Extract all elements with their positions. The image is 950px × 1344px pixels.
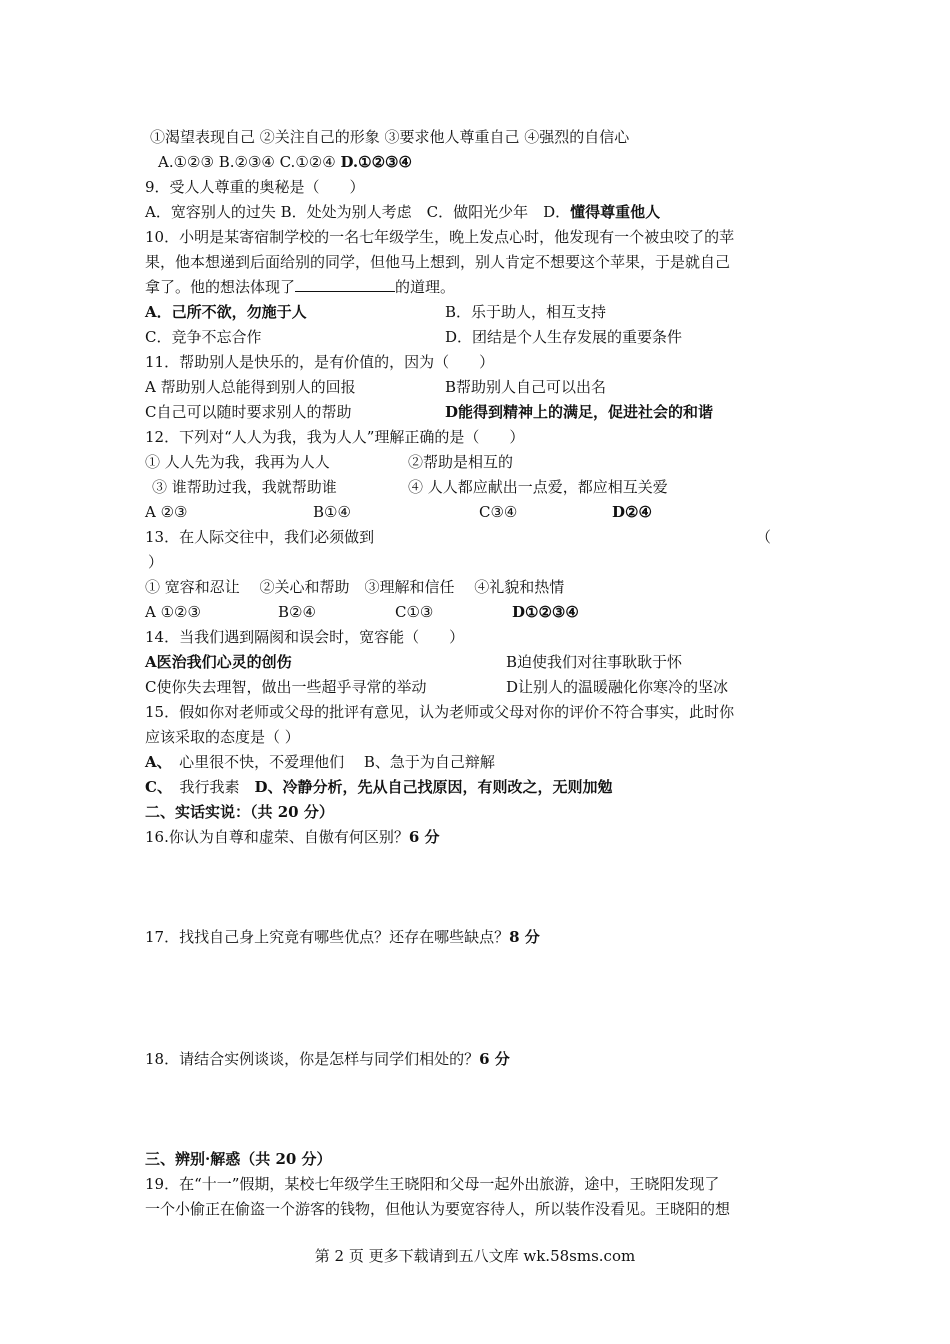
q18-score: 6 分 (479, 1050, 510, 1068)
q13-option-a: A ①②③ (145, 603, 201, 621)
q18-text: 18．请结合实例谈谈，你是怎样与同学们相处的？ (145, 1050, 480, 1068)
q15-line2: 应该采取的态度是（ ） (145, 728, 300, 746)
q19-line2: 一个小偷正在偷盗一个游客的钱物，但他认为要宽容待人，所以装作没看见。王晓阳的想 (145, 1200, 731, 1218)
q13-option-c: C①③ (395, 603, 434, 621)
q12-option-a: A ②③ (145, 503, 188, 521)
q9-options (145, 202, 660, 222)
q19-line1: 19．在“十一”假期，某校七年级学生王晓阳和父母一起外出旅游，途中，王晓阳发现了 (145, 1175, 720, 1193)
q9-answer: 懂得尊重他人 (570, 203, 661, 221)
q10-line2: 果，他本想递到后面给别的同学，但他马上想到，别人肯定不想要这个苹果，于是就自己 (145, 253, 731, 271)
section3-title: 三、辨别·解惑（共 20 分） (145, 1150, 332, 1168)
q17-text: 17．找找自己身上究竟有哪些优点？还存在哪些缺点？ (145, 928, 510, 946)
q8-options (158, 152, 412, 172)
q8-options-normal: A.①②③ B.②③④ C.①②④ (158, 153, 341, 171)
q15-option-c-label: C、 (145, 778, 165, 796)
q13-paren-close: ） (148, 553, 164, 571)
q10-option-b: B．乐于助人，相互支持 (445, 303, 607, 321)
q14-option-d: D让别人的温暖融化你寒冷的坚冰 (506, 678, 729, 696)
q10-line1: 10．小明是某寄宿制学校的一名七年级学生，晚上发点心时，他发现有一个被虫咬了的苹 (145, 228, 735, 246)
q9-stem: 9．受人人尊重的奥秘是（ ） (145, 178, 365, 196)
q12-item4: ④ 人人都应献出一点爱，都应相互关爱 (408, 478, 668, 496)
q11-stem: 11．帮助别人是快乐的，是有价值的，因为（ ） (145, 353, 495, 371)
q14-option-a: A医治我们心灵的创伤 (145, 653, 292, 671)
q10-line3-b: 的道理。 (395, 278, 456, 296)
q16-score: 6 分 (408, 828, 440, 846)
q12-option-c: C③④ (479, 503, 518, 521)
q12-item2: ②帮助是相互的 (408, 453, 514, 471)
q10-option-c: C．竞争不忘合作 (145, 328, 262, 346)
q14-option-c: C使你失去理智，做出一些超乎寻常的举动 (145, 678, 427, 696)
section2-title: 二、实话实说：（共 20 分） (145, 803, 334, 821)
q9-options-normal: A．宽容别人的过失 B．处处为别人考虑 C．做阳光少年 D． (145, 203, 571, 221)
q13-items: ① 宽容和忍让 ②关心和帮助 ③理解和信任 ④礼貌和热情 (145, 578, 565, 596)
q11-option-a: A 帮助别人总能得到别人的回报 (145, 378, 356, 396)
q11-option-c: C自己可以随时要求别人的帮助 (145, 403, 352, 421)
q8-items: ①渴望表现自己 ②关注自己的形象 ③要求他人尊重自己 ④强烈的自信心 (150, 128, 630, 146)
q13-option-d: D①②③④ (512, 603, 579, 621)
q11-option-d: D能得到精神上的满足，促进社会的和谐 (445, 403, 714, 421)
q16 (145, 827, 440, 847)
q14-stem: 14．当我们遇到隔阂和误会时，宽容能（ ） (145, 628, 465, 646)
q15-option-c: 我行我素 (164, 778, 255, 796)
q13-stem: 13．在人际交往中，我们必须做到 (145, 528, 375, 546)
page-footer: 第 2 页 更多下载请到五八文库 wk.58sms.com (314, 1247, 636, 1265)
q12-option-b: B①④ (313, 503, 351, 521)
q13-paren-open: （ (756, 528, 772, 546)
q15-option-a: 心里很不快，不爱理他们 B、急于为自己辩解 (164, 753, 495, 771)
q13-option-b: B②④ (278, 603, 316, 621)
q14-option-b: B迫使我们对往事耿耿于怀 (506, 653, 683, 671)
q10-option-d: D．团结是个人生存发展的重要条件 (445, 328, 683, 346)
q10-blank (295, 277, 395, 292)
q15-options-cd (145, 777, 612, 797)
q12-item1: ① 人人先为我，我再为人人 (145, 453, 330, 471)
q10-line3-a: 拿了。他的想法体现了 (145, 278, 296, 296)
q11-option-b: B帮助别人自己可以出名 (445, 378, 607, 396)
q10-option-a: A．己所不欲，勿施于人 (145, 303, 307, 321)
q15-option-d: D、冷静分析，先从自己找原因，有则改之，无则加勉 (254, 778, 613, 796)
q18 (145, 1049, 510, 1069)
q12-item3: ③ 谁帮助过我，我就帮助谁 (152, 478, 337, 496)
q12-stem: 12．下列对“人人为我，我为人人”理解正确的是（ ） (145, 428, 525, 446)
q10-line3 (145, 277, 455, 297)
q15-line1: 15．假如你对老师或父母的批评有意见，认为老师或父母对你的评价不符合事实，此时你 (145, 703, 735, 721)
q15-options-ab (145, 752, 495, 772)
q16-text: 16.你认为自尊和虚荣、自傲有何区别？ (145, 828, 409, 846)
q17-score: 8 分 (509, 928, 540, 946)
q15-option-a-label: A、 (145, 753, 165, 771)
q8-answer: D.①②③④ (340, 153, 412, 171)
q12-option-d: D②④ (612, 503, 652, 521)
q17 (145, 927, 540, 947)
